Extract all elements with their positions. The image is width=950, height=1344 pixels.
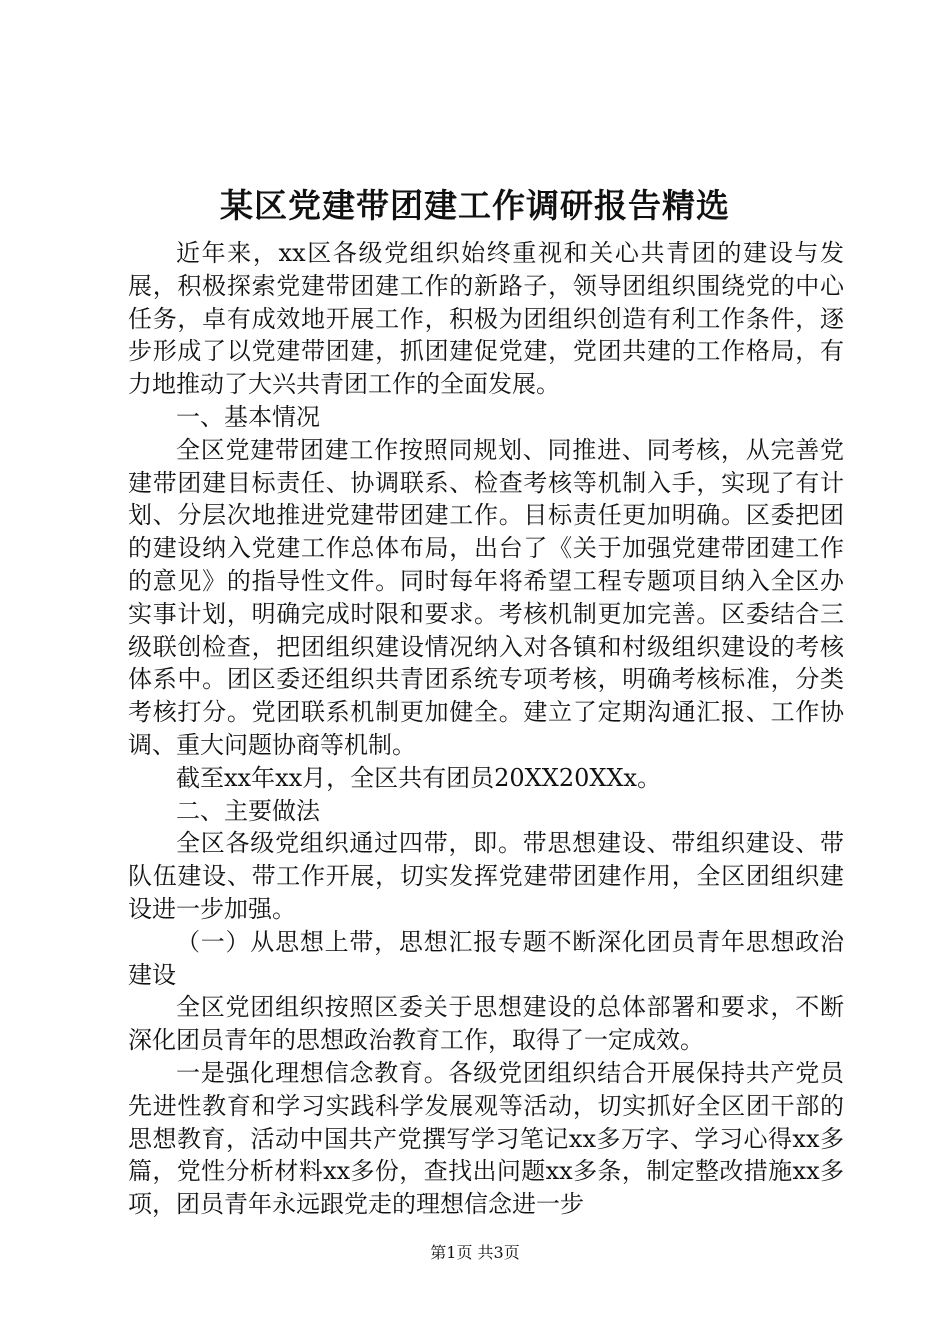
- document-title: 某区党建带团建工作调研报告精选: [220, 186, 730, 225]
- paragraph-ideology: 全区党团组织按照区委关于思想建设的总体部署和要求，不断深化团员青年的思想政治教育工作，取得了一定成效。: [128, 993, 844, 1055]
- section-heading-main-practices: 二、主要做法: [176, 796, 320, 825]
- paragraph-ideals-education: 一是强化理想信念教育。各级党团组织结合开展保持共产党员先进性教育和学习实践科学发展观等活动，切实抓好全区团干部的思想教育，活动中国共产党撰写学习笔记xx多万字、学习心得xx多篇，党性分析材料xx多份，查找出问题xx多条，制定整改措施xx多项，团员青年永远跟党走的理想信念进一步: [128, 1058, 844, 1219]
- subsection-heading-ideology: （一）从思想上带，思想汇报专题不断深化团员青年思想政治建设: [128, 927, 844, 989]
- paragraph-basic-situation: 全区党建带团建工作按照同规划、同推进、同考核，从完善党建带团建目标责任、协调联系、检查考核等机制入手，实现了有计划、分层次地推进党建带团建工作。目标责任更加明确。区委把团的建设纳入党建工作总体布局，出台了《关于加强党建带团建工作的意见》的指导性文件。同时每年将希望工程专题项目纳入全区办实事计划，明确完成时限和要求。考核机制更加完善。区委结合三级联创检查，把团组织建设情况纳入对各镇和村级组织建设的考核体系中。团区委还组织共青团系统专项考核，明确考核标准，分类考核打分。党团联系机制更加健全。建立了定期沟通汇报、工作协调、重大问题协商等机制。: [128, 435, 844, 759]
- paragraph-member-count: 截至xx年xx月，全区共有团员20XX20XXx。: [176, 763, 662, 792]
- section-heading-basic-situation: 一、基本情况: [176, 402, 320, 431]
- paragraph-main-practices: 全区各级党组织通过四带，即。带思想建设、带组织建设、带队伍建设、带工作开展，切实发挥党建带团建作用，全区团组织建设进一步加强。: [128, 829, 844, 923]
- page-footer: 第1页 共3页: [430, 1243, 520, 1262]
- document-body: [128, 237, 844, 1221]
- paragraph-intro: 近年来，xx区各级党组织始终重视和关心共青团的建设与发展，积极探索党建带团建工作的新路子，领导团组织围绕党的中心任务，卓有成效地开展工作，积极为团组织创造有利工作条件，逐步形成了以党建带团建，抓团建促党建，党团共建的工作格局，有力地推动了大兴共青团工作的全面发展。: [128, 239, 844, 399]
